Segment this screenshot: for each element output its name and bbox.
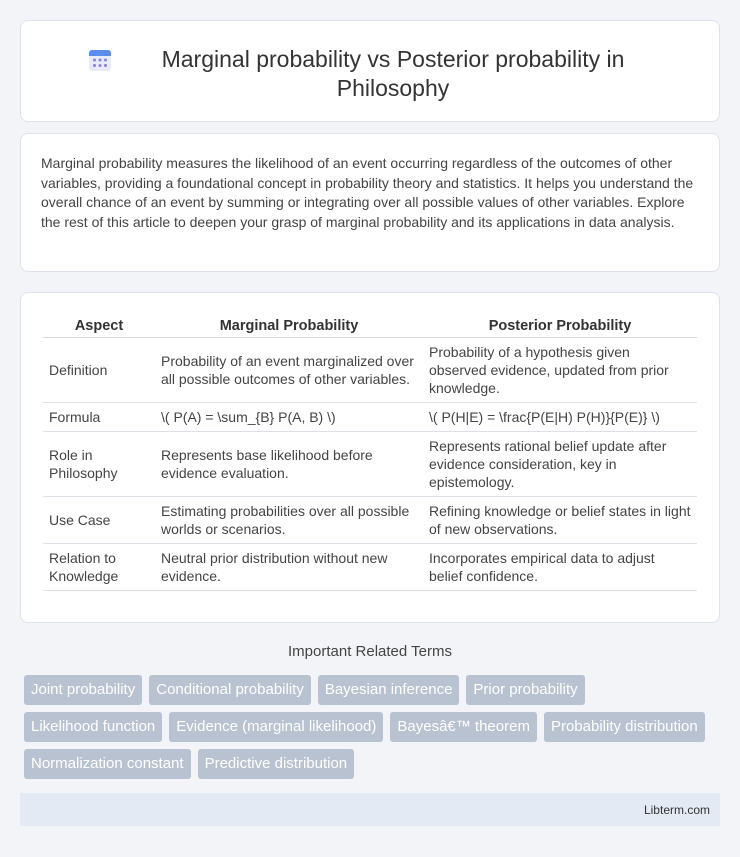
table-row — [43, 544, 697, 591]
related-term-tag[interactable]: Evidence (marginal likelihood) — [169, 712, 383, 742]
row-marginal: Represents base likelihood before evidence evaluation. — [155, 432, 423, 497]
row-posterior: Incorporates empirical data to adjust belief confidence. — [423, 544, 697, 591]
title-wrap — [21, 21, 719, 103]
header-aspect: Aspect — [43, 315, 155, 338]
table-row — [43, 432, 697, 497]
row-marginal: Neutral prior distribution without new evidence. — [155, 544, 423, 591]
comparison-card — [20, 292, 720, 623]
table-row — [43, 403, 697, 432]
related-term-tag[interactable]: Probability distribution — [544, 712, 705, 742]
intro-text: Marginal probability measures the likelihood of an event occurring regardless of the outcomes of other variables, providing a foundational concept in probability theory and statistics. It helps you understand the overall chance of an event by summing or integrating over all possible values of other variables. Explore the rest of this article to deepen your grasp of marginal probability and its applications in data analysis. — [41, 155, 694, 230]
row-aspect: Role in Philosophy — [43, 432, 155, 497]
row-marginal: \( P(A) = \sum_{B} P(A, B) \) — [155, 403, 423, 432]
related-term-tag[interactable]: Bayesâ€™ theorem — [390, 712, 537, 742]
header-posterior: Posterior Probability — [423, 315, 697, 338]
row-aspect: Use Case — [43, 497, 155, 544]
related-term-tag[interactable]: Conditional probability — [149, 675, 311, 705]
related-terms-title: Important Related Terms — [288, 643, 452, 660]
footer-site-link[interactable]: Libterm.com — [643, 802, 710, 817]
related-term-tag[interactable]: Likelihood function — [24, 712, 162, 742]
row-posterior: Refining knowledge or belief states in light of new observations. — [423, 497, 697, 544]
row-posterior: Represents rational belief update after evidence consideration, key in epistemology. — [423, 432, 697, 497]
calendar-icon — [87, 47, 113, 73]
row-marginal: Probability of an event marginalized over all possible outcomes of other variables. — [155, 338, 423, 403]
title-card — [20, 20, 720, 122]
row-marginal: Estimating probabilities over all possible worlds or scenarios. — [155, 497, 423, 544]
footer — [20, 793, 720, 826]
row-posterior: Probability of a hypothesis given observed evidence, updated from prior knowledge. — [423, 338, 697, 403]
page-title: Marginal probability vs Posterior probability in Philosophy — [161, 46, 625, 101]
row-aspect: Relation to Knowledge — [43, 544, 155, 591]
related-term-tag[interactable]: Prior probability — [466, 675, 584, 705]
table-row — [43, 497, 697, 544]
row-posterior: \( P(H|E) = \frac{P(E|H) P(H)}{P(E)} \) — [423, 403, 697, 432]
related-terms-list — [24, 675, 724, 779]
header-marginal: Marginal Probability — [155, 315, 423, 338]
related-term-tag[interactable]: Predictive distribution — [198, 749, 355, 779]
related-term-tag[interactable]: Normalization constant — [24, 749, 191, 779]
table-header-row — [43, 315, 697, 338]
related-term-tag[interactable]: Bayesian inference — [318, 675, 460, 705]
row-aspect: Definition — [43, 338, 155, 403]
row-aspect: Formula — [43, 403, 155, 432]
table-row — [43, 338, 697, 403]
intro-card — [20, 133, 720, 272]
comparison-table — [43, 315, 697, 591]
related-term-tag[interactable]: Joint probability — [24, 675, 142, 705]
